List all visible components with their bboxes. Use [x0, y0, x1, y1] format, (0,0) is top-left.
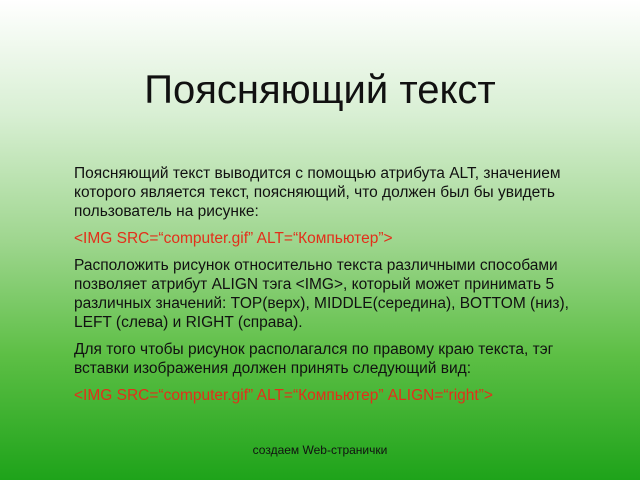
- slide-title: Поясняющий текст: [144, 68, 496, 112]
- code-example-align-right: <IMG SRC=“computer.gif” ALT=“Компьютер” ALIGN=“right”>: [74, 387, 493, 404]
- paragraph-align-description: Расположить рисунок относительно текста различными способами позволяет атрибут ALIGN тэга <IMG>, который может принимать 5 различных значений: TOP(верх), MIDDLE(середина), BOTTOM (низ), LEFT (слева) и RIGHT (справа).: [74, 257, 569, 331]
- paragraph-right-align-description: Для того чтобы рисунок располагался по правому краю текста, тэг вставки изображения должен принять следующий вид:: [74, 341, 554, 377]
- paragraph-alt-description: Поясняющий текст выводится с помощью атрибута ALT, значением которого является текст, поясняющий, что должен был бы увидеть пользователь на рисунке:: [74, 165, 561, 220]
- code-example-alt: <IMG SRC=“computer.gif” ALT=“Компьютер”>: [74, 230, 393, 247]
- slide-footer: создаем Web-странички: [252, 443, 388, 457]
- slide-content: [74, 164, 594, 413]
